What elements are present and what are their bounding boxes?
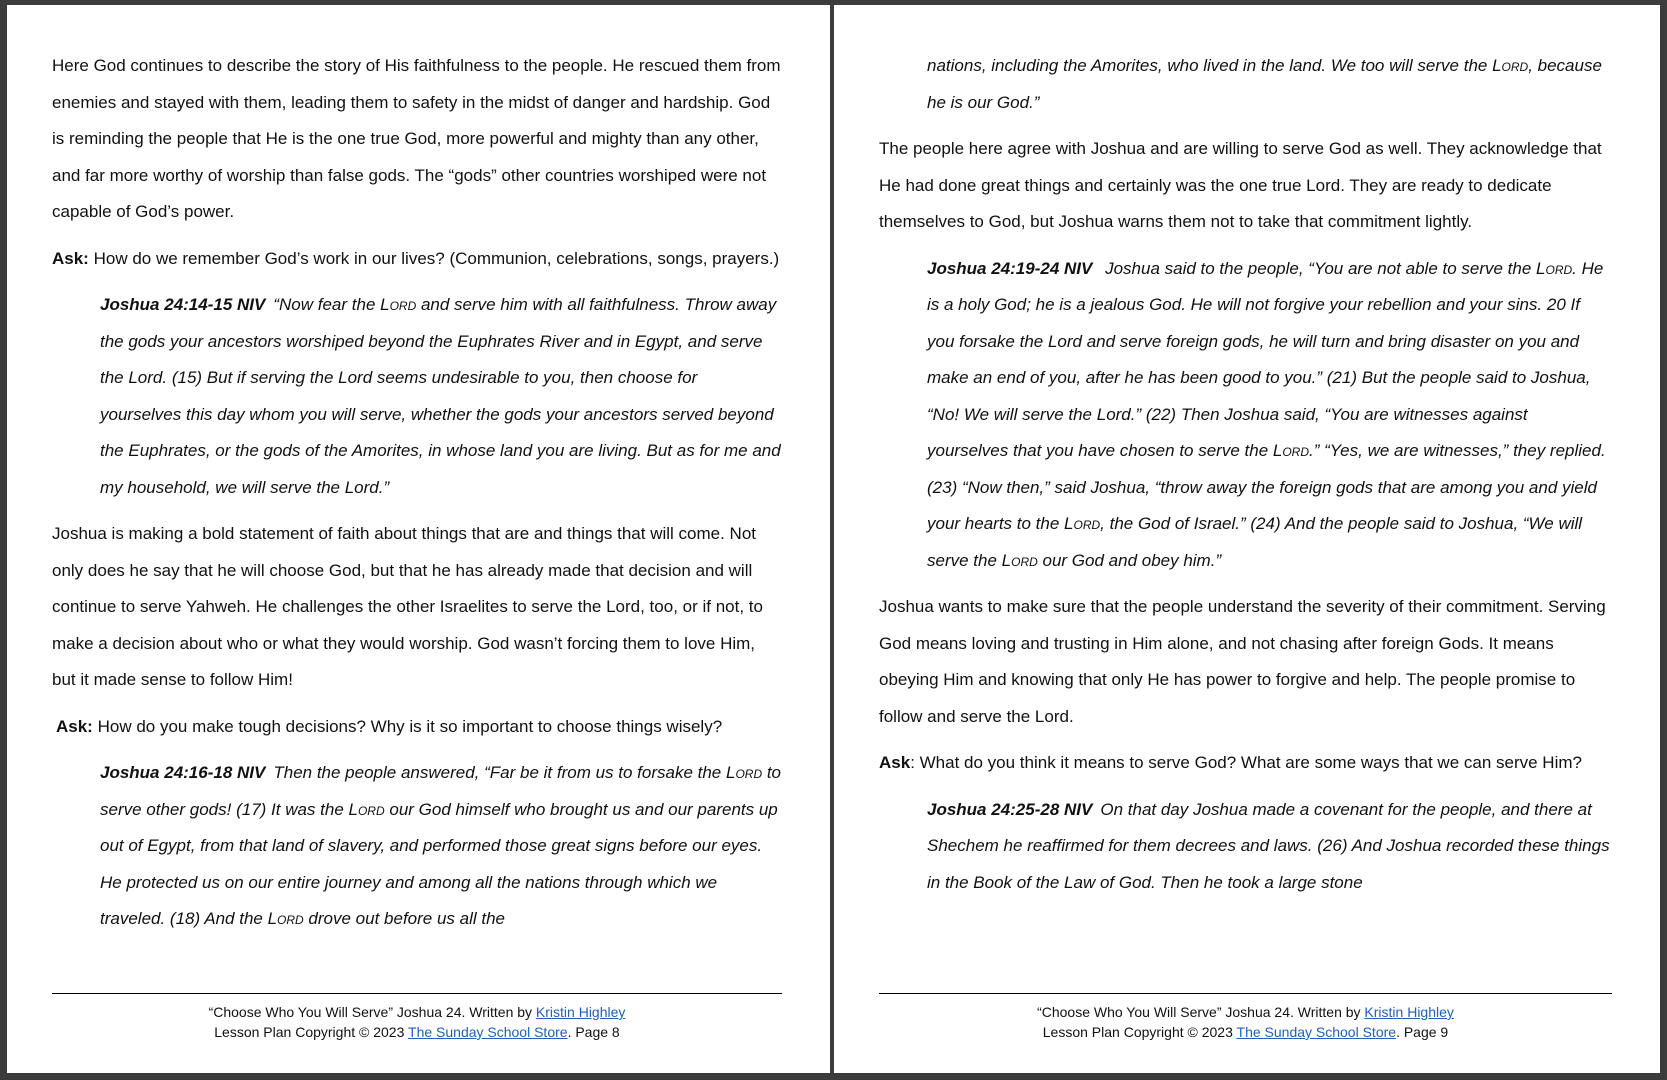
page-number: . Page 9 bbox=[1396, 1024, 1449, 1040]
quote-lord: Lord bbox=[725, 763, 763, 782]
scripture-reference: Joshua 24:25-28 NIV bbox=[927, 799, 1093, 819]
footer-text: “Choose Who You Will Serve” Joshua 24. Written by bbox=[1037, 1004, 1365, 1020]
store-link[interactable]: The Sunday School Store bbox=[1236, 1024, 1397, 1040]
page-footer bbox=[52, 1002, 782, 1042]
scripture-reference: Joshua 24:16-18 NIV bbox=[100, 763, 266, 782]
quote-text: Joshua said to the people, “You are not able to serve the bbox=[1100, 258, 1537, 278]
document-page-9 bbox=[834, 5, 1660, 1073]
scripture-reference: Joshua 24:19-24 NIV bbox=[927, 258, 1093, 278]
footer-divider bbox=[879, 993, 1612, 994]
quote-text: nations, including the Amorites, who lived in the land. We too will serve the bbox=[927, 56, 1493, 75]
quote-text: and serve him with all faithfulness. Throw away the gods your ancestors worshiped beyond the Euphrates River and in Egypt, and serve the Lord. (15) But if serving the Lord seems undesirable to you, then choose for yourselves this day whom you will serve, whether the gods your ancestors served beyond the Euphrates, or the gods of the Amorites, in whose land you are living. But as for me and my household, we will serve the Lord.” bbox=[100, 295, 781, 497]
quote-text: .” “Yes, we are witnesses,” they replied. (23) “Now then,” said Joshua, “throw away the foreign gods that are among you and yield your hearts to the bbox=[927, 441, 1606, 533]
paragraph: The people here agree with Joshua and are willing to serve God as well. They acknowledge that He had done great things and certainly was the one true Lord. They are ready to dedicate themselves to God, but Joshua warns them not to take that commitment lightly. bbox=[879, 139, 1602, 231]
store-link[interactable]: The Sunday School Store bbox=[408, 1024, 568, 1040]
ask-label: Ask: bbox=[56, 716, 93, 736]
scripture-quote bbox=[927, 792, 1612, 902]
paragraph: Joshua wants to make sure that the people understand the severity of their commitment. Serving God means loving and trusting in Him alone, and not chasing after foreign Gods. It means obeying Him and knowing that only He has power to forgive and help. The people promise to follow and serve the Lord. bbox=[879, 597, 1606, 726]
footer-divider bbox=[52, 993, 782, 994]
footer-text: Lesson Plan Copyright © 2023 bbox=[214, 1024, 409, 1040]
quote-lord: Lord bbox=[1272, 441, 1309, 460]
scripture-quote bbox=[100, 755, 782, 938]
ask-text: How do you make tough decisions? Why is it so important to choose things wisely? bbox=[92, 716, 723, 736]
footer-line-2 bbox=[879, 1022, 1612, 1042]
page-number: . Page 8 bbox=[567, 1024, 620, 1040]
paragraph: Here God continues to describe the story of His faithfulness to the people. He rescued them from enemies and stayed with them, leading them to safety in the midst of danger and hardship. God is reminding the people that He is the one true God, more powerful and mighty than any other, and far more worthy of worship than false gods. The “gods” other countries worshiped were not capable of God’s power. bbox=[52, 56, 781, 221]
quote-lord: Lord bbox=[348, 799, 385, 819]
ask-question bbox=[56, 709, 782, 746]
quote-text: to serve other gods! (17) It was the bbox=[100, 763, 782, 819]
quote-lord: Lord bbox=[1536, 258, 1573, 278]
quote-lord: Lord bbox=[1492, 56, 1529, 75]
ask-text: : What do you think it means to serve God? What are some ways that we can serve Him? bbox=[910, 753, 1582, 772]
footer-line-2 bbox=[52, 1022, 782, 1042]
author-link[interactable]: Kristin Highley bbox=[535, 1004, 626, 1020]
footer-text: Lesson Plan Copyright © 2023 bbox=[1042, 1024, 1237, 1040]
quote-text: “Now fear the bbox=[273, 295, 381, 314]
scripture-quote-continued bbox=[927, 48, 1612, 121]
footer-text: “Choose Who You Will Serve” Joshua 24. Written by bbox=[208, 1004, 536, 1020]
quote-text: our God and obey him.” bbox=[1037, 550, 1222, 570]
scripture-reference: Joshua 24:14-15 NIV bbox=[100, 295, 266, 314]
quote-lord: Lord bbox=[380, 295, 417, 314]
quote-text: our God himself who brought us and our parents up out of Egypt, from that land of slavery, and performed those great signs before our eyes. He protected us on our entire journey and among all the nations through which we traveled. (18) And the bbox=[100, 799, 778, 928]
scripture-quote bbox=[100, 287, 782, 506]
ask-text: How do we remember God’s work in our lives? (Communion, celebrations, songs, prayers.) bbox=[88, 248, 780, 268]
quote-text: . He is a holy God; he is a jealous God. He will not forgive your rebellion and your sins. 20 If you forsake the Lord and serve foreign gods, he will turn and bring disaster on you and make an end of you, after he has been good to you.” (21) But the people said to Joshua, “No! We will serve the Lord.” (22) Then Joshua said, “You are witnesses against yourselves that you have chosen to serve the bbox=[927, 258, 1604, 460]
document-page-8 bbox=[7, 5, 830, 1073]
paragraph: Joshua is making a bold statement of faith about things that are and things that will come. Not only does he say that he will choose God, but that he has already made that decision and will continue to serve Yahweh. He challenges the other Israelites to serve the Lord, too, or if not, to make a decision about who or what they would worship. God wasn’t forcing them to love Him, but it made sense to follow Him! bbox=[52, 524, 763, 689]
quote-text: On that day Joshua made a covenant for the people, and there at Shechem he reaffirmed for them decrees and laws. (26) And Joshua recorded these things in the Book of the Law of God. Then he took a large stone bbox=[927, 799, 1610, 892]
quote-lord: Lord bbox=[1064, 514, 1101, 533]
footer-line-1 bbox=[52, 1002, 782, 1022]
quote-text: , the God of Israel.” (24) And the people said to Joshua, “We will serve the bbox=[927, 514, 1583, 570]
scripture-quote bbox=[927, 251, 1612, 580]
page-8-content bbox=[52, 48, 782, 948]
quote-lord: Lord bbox=[1001, 550, 1038, 570]
page-footer bbox=[879, 1002, 1612, 1042]
author-link[interactable]: Kristin Highley bbox=[1364, 1004, 1454, 1020]
ask-question bbox=[879, 745, 1612, 782]
quote-text: , because he is our God.” bbox=[927, 56, 1602, 112]
quote-text: drove out before us all the bbox=[303, 909, 505, 928]
quote-lord: Lord bbox=[267, 909, 304, 928]
quote-text: Then the people answered, “Far be it from us to forsake the bbox=[273, 763, 726, 782]
ask-label: Ask: bbox=[52, 248, 89, 268]
ask-question bbox=[52, 241, 782, 278]
footer-line-1 bbox=[879, 1002, 1612, 1022]
page-9-content bbox=[879, 48, 1612, 911]
ask-label: Ask bbox=[879, 753, 911, 772]
